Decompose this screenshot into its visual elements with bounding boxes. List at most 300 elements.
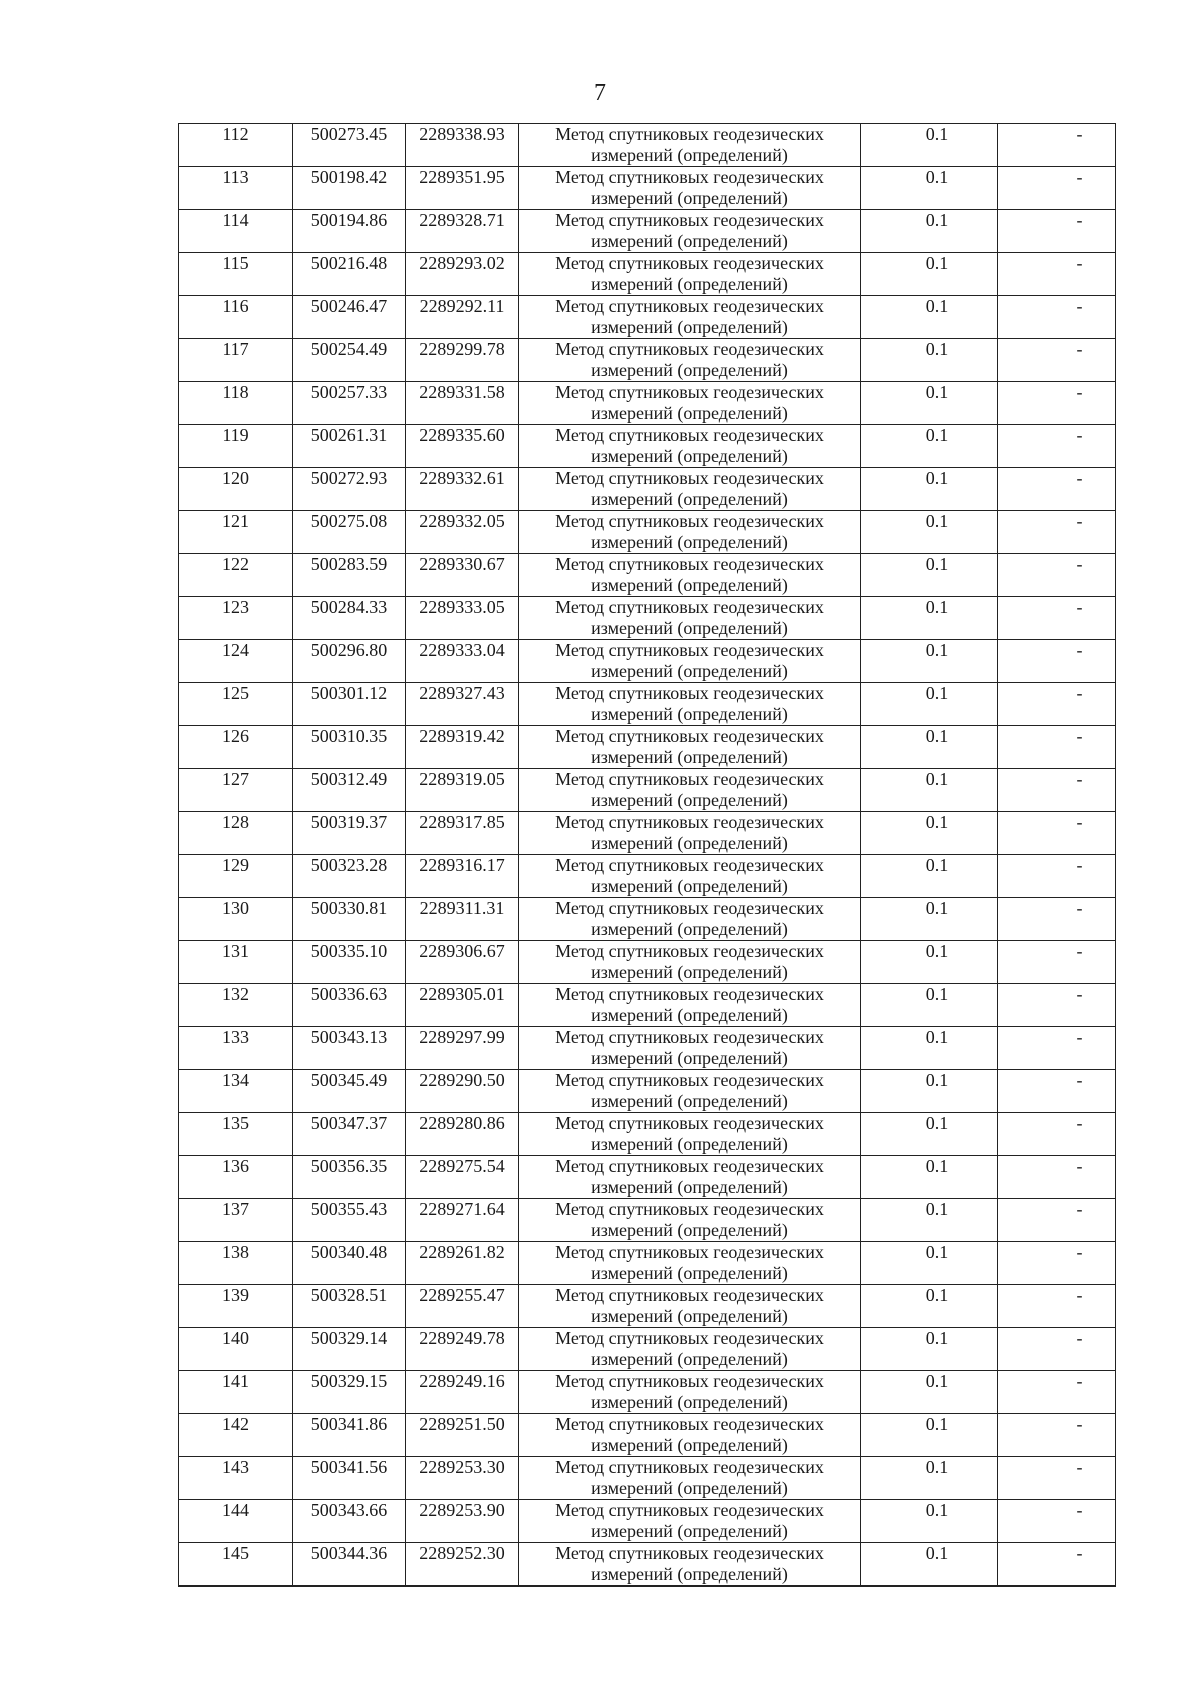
method-cell <box>519 640 861 683</box>
method-line-1: Метод спутниковых геодезических <box>555 812 824 832</box>
note-cell: - <box>998 941 1116 984</box>
method-line-2: измерений (определений) <box>591 489 788 509</box>
accuracy-cell: 0.1 <box>861 1414 998 1457</box>
accuracy-cell: 0.1 <box>861 1457 998 1500</box>
x-coordinate-cell: 500343.13 <box>293 1027 406 1070</box>
method-line-2: измерений (определений) <box>591 919 788 939</box>
method-line-2: измерений (определений) <box>591 1048 788 1068</box>
y-coordinate-cell: 2289331.58 <box>406 382 519 425</box>
x-coordinate-cell: 500283.59 <box>293 554 406 597</box>
accuracy-cell: 0.1 <box>861 1285 998 1328</box>
x-coordinate-cell: 500343.66 <box>293 1500 406 1543</box>
note-cell: - <box>998 1500 1116 1543</box>
method-line-1: Метод спутниковых геодезических <box>555 769 824 789</box>
method-line-2: измерений (определений) <box>591 704 788 724</box>
x-coordinate-cell: 500345.49 <box>293 1070 406 1113</box>
point-number-cell: 143 <box>179 1457 293 1500</box>
table-row <box>179 1328 1116 1371</box>
method-line-2: измерений (определений) <box>591 1263 788 1283</box>
method-cell <box>519 296 861 339</box>
point-number-cell: 139 <box>179 1285 293 1328</box>
x-coordinate-cell: 500336.63 <box>293 984 406 1027</box>
point-number-cell: 120 <box>179 468 293 511</box>
y-coordinate-cell: 2289280.86 <box>406 1113 519 1156</box>
method-line-1: Метод спутниковых геодезических <box>555 726 824 746</box>
table-row <box>179 1027 1116 1070</box>
point-number-cell: 137 <box>179 1199 293 1242</box>
point-number-cell: 131 <box>179 941 293 984</box>
method-line-1: Метод спутниковых геодезических <box>555 941 824 961</box>
note-cell: - <box>998 1027 1116 1070</box>
method-cell <box>519 339 861 382</box>
y-coordinate-cell: 2289316.17 <box>406 855 519 898</box>
accuracy-cell: 0.1 <box>861 339 998 382</box>
note-cell: - <box>998 1414 1116 1457</box>
y-coordinate-cell: 2289327.43 <box>406 683 519 726</box>
x-coordinate-cell: 500257.33 <box>293 382 406 425</box>
accuracy-cell: 0.1 <box>861 124 998 167</box>
y-coordinate-cell: 2289311.31 <box>406 898 519 941</box>
method-cell <box>519 1457 861 1500</box>
note-cell: - <box>998 1242 1116 1285</box>
note-cell: - <box>998 210 1116 253</box>
accuracy-cell: 0.1 <box>861 1371 998 1414</box>
accuracy-cell: 0.1 <box>861 769 998 812</box>
method-line-1: Метод спутниковых геодезических <box>555 1242 824 1262</box>
note-cell: - <box>998 769 1116 812</box>
note-cell: - <box>998 855 1116 898</box>
y-coordinate-cell: 2289252.30 <box>406 1543 519 1587</box>
point-number-cell: 117 <box>179 339 293 382</box>
point-number-cell: 138 <box>179 1242 293 1285</box>
note-cell: - <box>998 425 1116 468</box>
method-cell <box>519 1242 861 1285</box>
note-cell: - <box>998 640 1116 683</box>
method-line-2: измерений (определений) <box>591 145 788 165</box>
method-line-1: Метод спутниковых геодезических <box>555 1027 824 1047</box>
method-line-2: измерений (определений) <box>591 360 788 380</box>
method-line-1: Метод спутниковых геодезических <box>555 124 824 144</box>
table-row <box>179 253 1116 296</box>
method-line-2: измерений (определений) <box>591 1220 788 1240</box>
y-coordinate-cell: 2289253.30 <box>406 1457 519 1500</box>
y-coordinate-cell: 2289253.90 <box>406 1500 519 1543</box>
y-coordinate-cell: 2289333.04 <box>406 640 519 683</box>
note-cell: - <box>998 468 1116 511</box>
note-cell: - <box>998 167 1116 210</box>
accuracy-cell: 0.1 <box>861 1500 998 1543</box>
accuracy-cell: 0.1 <box>861 726 998 769</box>
note-cell: - <box>998 124 1116 167</box>
point-number-cell: 142 <box>179 1414 293 1457</box>
accuracy-cell: 0.1 <box>861 1113 998 1156</box>
method-cell <box>519 984 861 1027</box>
method-line-1: Метод спутниковых геодезических <box>555 167 824 187</box>
table-row <box>179 1199 1116 1242</box>
point-number-cell: 130 <box>179 898 293 941</box>
accuracy-cell: 0.1 <box>861 511 998 554</box>
accuracy-cell: 0.1 <box>861 597 998 640</box>
accuracy-cell: 0.1 <box>861 1543 998 1587</box>
y-coordinate-cell: 2289332.05 <box>406 511 519 554</box>
table-row <box>179 597 1116 640</box>
method-line-1: Метод спутниковых геодезических <box>555 468 824 488</box>
method-cell <box>519 1543 861 1587</box>
method-cell <box>519 1414 861 1457</box>
accuracy-cell: 0.1 <box>861 167 998 210</box>
table-row <box>179 898 1116 941</box>
method-cell <box>519 1500 861 1543</box>
y-coordinate-cell: 2289317.85 <box>406 812 519 855</box>
x-coordinate-cell: 500344.36 <box>293 1543 406 1587</box>
method-line-1: Метод спутниковых геодезических <box>555 554 824 574</box>
accuracy-cell: 0.1 <box>861 855 998 898</box>
method-line-2: измерений (определений) <box>591 1392 788 1412</box>
point-number-cell: 140 <box>179 1328 293 1371</box>
y-coordinate-cell: 2289328.71 <box>406 210 519 253</box>
table-row <box>179 1500 1116 1543</box>
method-line-2: измерений (определений) <box>591 618 788 638</box>
note-cell: - <box>998 898 1116 941</box>
method-line-2: измерений (определений) <box>591 1306 788 1326</box>
x-coordinate-cell: 500341.56 <box>293 1457 406 1500</box>
method-line-1: Метод спутниковых геодезических <box>555 1500 824 1520</box>
table-row <box>179 726 1116 769</box>
method-line-1: Метод спутниковых геодезических <box>555 1543 824 1563</box>
method-cell <box>519 683 861 726</box>
x-coordinate-cell: 500198.42 <box>293 167 406 210</box>
y-coordinate-cell: 2289271.64 <box>406 1199 519 1242</box>
note-cell: - <box>998 1285 1116 1328</box>
method-line-2: измерений (определений) <box>591 1478 788 1498</box>
note-cell: - <box>998 1457 1116 1500</box>
method-cell <box>519 1199 861 1242</box>
note-cell: - <box>998 511 1116 554</box>
table-row <box>179 941 1116 984</box>
y-coordinate-cell: 2289332.61 <box>406 468 519 511</box>
accuracy-cell: 0.1 <box>861 1156 998 1199</box>
x-coordinate-cell: 500284.33 <box>293 597 406 640</box>
method-cell <box>519 167 861 210</box>
coordinates-table <box>178 123 1116 1587</box>
method-cell <box>519 898 861 941</box>
method-cell <box>519 812 861 855</box>
accuracy-cell: 0.1 <box>861 1199 998 1242</box>
x-coordinate-cell: 500312.49 <box>293 769 406 812</box>
x-coordinate-cell: 500275.08 <box>293 511 406 554</box>
accuracy-cell: 0.1 <box>861 683 998 726</box>
method-line-1: Метод спутниковых геодезических <box>555 1457 824 1477</box>
method-line-2: измерений (определений) <box>591 962 788 982</box>
note-cell: - <box>998 597 1116 640</box>
table-row <box>179 1113 1116 1156</box>
method-line-1: Метод спутниковых геодезических <box>555 1328 824 1348</box>
table-row <box>179 1543 1116 1587</box>
method-line-2: измерений (определений) <box>591 876 788 896</box>
method-line-1: Метод спутниковых геодезических <box>555 640 824 660</box>
method-line-2: измерений (определений) <box>591 403 788 423</box>
point-number-cell: 134 <box>179 1070 293 1113</box>
method-line-1: Метод спутниковых геодезических <box>555 1371 824 1391</box>
method-line-1: Метод спутниковых геодезических <box>555 296 824 316</box>
accuracy-cell: 0.1 <box>861 253 998 296</box>
method-cell <box>519 124 861 167</box>
table-row <box>179 769 1116 812</box>
x-coordinate-cell: 500273.45 <box>293 124 406 167</box>
point-number-cell: 125 <box>179 683 293 726</box>
method-cell <box>519 769 861 812</box>
table-row <box>179 511 1116 554</box>
x-coordinate-cell: 500341.86 <box>293 1414 406 1457</box>
note-cell: - <box>998 382 1116 425</box>
point-number-cell: 136 <box>179 1156 293 1199</box>
point-number-cell: 115 <box>179 253 293 296</box>
point-number-cell: 135 <box>179 1113 293 1156</box>
x-coordinate-cell: 500254.49 <box>293 339 406 382</box>
method-line-1: Метод спутниковых геодезических <box>555 1070 824 1090</box>
table-row <box>179 1242 1116 1285</box>
method-cell <box>519 1027 861 1070</box>
accuracy-cell: 0.1 <box>861 554 998 597</box>
note-cell: - <box>998 296 1116 339</box>
method-line-2: измерений (определений) <box>591 1005 788 1025</box>
y-coordinate-cell: 2289292.11 <box>406 296 519 339</box>
point-number-cell: 122 <box>179 554 293 597</box>
point-number-cell: 123 <box>179 597 293 640</box>
point-number-cell: 116 <box>179 296 293 339</box>
y-coordinate-cell: 2289255.47 <box>406 1285 519 1328</box>
point-number-cell: 145 <box>179 1543 293 1587</box>
y-coordinate-cell: 2289275.54 <box>406 1156 519 1199</box>
method-line-2: измерений (определений) <box>591 274 788 294</box>
method-line-1: Метод спутниковых геодезических <box>555 597 824 617</box>
table-row <box>179 382 1116 425</box>
method-line-2: измерений (определений) <box>591 1177 788 1197</box>
table-row <box>179 1414 1116 1457</box>
method-line-1: Метод спутниковых геодезических <box>555 1113 824 1133</box>
page-number: 7 <box>594 80 606 106</box>
method-line-2: измерений (определений) <box>591 1435 788 1455</box>
y-coordinate-cell: 2289306.67 <box>406 941 519 984</box>
method-line-2: измерений (определений) <box>591 833 788 853</box>
table-row <box>179 425 1116 468</box>
point-number-cell: 112 <box>179 124 293 167</box>
coordinates-table-body <box>179 124 1116 1587</box>
x-coordinate-cell: 500261.31 <box>293 425 406 468</box>
y-coordinate-cell: 2289290.50 <box>406 1070 519 1113</box>
note-cell: - <box>998 253 1116 296</box>
point-number-cell: 124 <box>179 640 293 683</box>
x-coordinate-cell: 500194.86 <box>293 210 406 253</box>
method-line-2: измерений (определений) <box>591 1349 788 1369</box>
method-line-1: Метод спутниковых геодезических <box>555 984 824 1004</box>
table-row <box>179 468 1116 511</box>
accuracy-cell: 0.1 <box>861 382 998 425</box>
table-row <box>179 855 1116 898</box>
accuracy-cell: 0.1 <box>861 984 998 1027</box>
point-number-cell: 129 <box>179 855 293 898</box>
table-row <box>179 812 1116 855</box>
y-coordinate-cell: 2289249.16 <box>406 1371 519 1414</box>
y-coordinate-cell: 2289319.42 <box>406 726 519 769</box>
method-line-1: Метод спутниковых геодезических <box>555 898 824 918</box>
y-coordinate-cell: 2289261.82 <box>406 1242 519 1285</box>
table-row <box>179 554 1116 597</box>
note-cell: - <box>998 1156 1116 1199</box>
table-row <box>179 296 1116 339</box>
x-coordinate-cell: 500329.15 <box>293 1371 406 1414</box>
point-number-cell: 126 <box>179 726 293 769</box>
x-coordinate-cell: 500301.12 <box>293 683 406 726</box>
table-row <box>179 339 1116 382</box>
point-number-cell: 128 <box>179 812 293 855</box>
point-number-cell: 118 <box>179 382 293 425</box>
method-line-2: измерений (определений) <box>591 1564 788 1584</box>
x-coordinate-cell: 500319.37 <box>293 812 406 855</box>
method-cell <box>519 382 861 425</box>
method-cell <box>519 210 861 253</box>
accuracy-cell: 0.1 <box>861 812 998 855</box>
x-coordinate-cell: 500347.37 <box>293 1113 406 1156</box>
table-row <box>179 1457 1116 1500</box>
accuracy-cell: 0.1 <box>861 468 998 511</box>
accuracy-cell: 0.1 <box>861 941 998 984</box>
y-coordinate-cell: 2289251.50 <box>406 1414 519 1457</box>
y-coordinate-cell: 2289305.01 <box>406 984 519 1027</box>
y-coordinate-cell: 2289330.67 <box>406 554 519 597</box>
method-line-1: Метод спутниковых геодезических <box>555 1199 824 1219</box>
method-line-1: Метод спутниковых геодезических <box>555 253 824 273</box>
method-cell <box>519 1070 861 1113</box>
accuracy-cell: 0.1 <box>861 425 998 468</box>
x-coordinate-cell: 500356.35 <box>293 1156 406 1199</box>
point-number-cell: 127 <box>179 769 293 812</box>
y-coordinate-cell: 2289338.93 <box>406 124 519 167</box>
y-coordinate-cell: 2289299.78 <box>406 339 519 382</box>
method-line-1: Метод спутниковых геодезических <box>555 1156 824 1176</box>
note-cell: - <box>998 683 1116 726</box>
point-number-cell: 133 <box>179 1027 293 1070</box>
x-coordinate-cell: 500272.93 <box>293 468 406 511</box>
method-cell <box>519 726 861 769</box>
method-cell <box>519 855 861 898</box>
method-line-2: измерений (определений) <box>591 790 788 810</box>
method-line-2: измерений (определений) <box>591 575 788 595</box>
table-row <box>179 124 1116 167</box>
x-coordinate-cell: 500216.48 <box>293 253 406 296</box>
note-cell: - <box>998 1199 1116 1242</box>
table-row <box>179 1156 1116 1199</box>
accuracy-cell: 0.1 <box>861 1328 998 1371</box>
table-row <box>179 640 1116 683</box>
accuracy-cell: 0.1 <box>861 640 998 683</box>
note-cell: - <box>998 984 1116 1027</box>
method-line-2: измерений (определений) <box>591 1521 788 1541</box>
point-number-cell: 132 <box>179 984 293 1027</box>
method-line-2: измерений (определений) <box>591 317 788 337</box>
accuracy-cell: 0.1 <box>861 1242 998 1285</box>
note-cell: - <box>998 1113 1116 1156</box>
x-coordinate-cell: 500246.47 <box>293 296 406 339</box>
point-number-cell: 119 <box>179 425 293 468</box>
method-cell <box>519 253 861 296</box>
x-coordinate-cell: 500335.10 <box>293 941 406 984</box>
table-row <box>179 1371 1116 1414</box>
method-line-2: измерений (определений) <box>591 1134 788 1154</box>
method-cell <box>519 425 861 468</box>
table-row <box>179 210 1116 253</box>
accuracy-cell: 0.1 <box>861 210 998 253</box>
method-line-2: измерений (определений) <box>591 747 788 767</box>
table-row <box>179 1070 1116 1113</box>
table-row <box>179 1285 1116 1328</box>
x-coordinate-cell: 500355.43 <box>293 1199 406 1242</box>
x-coordinate-cell: 500330.81 <box>293 898 406 941</box>
y-coordinate-cell: 2289333.05 <box>406 597 519 640</box>
note-cell: - <box>998 1543 1116 1587</box>
method-line-1: Метод спутниковых геодезических <box>555 1414 824 1434</box>
note-cell: - <box>998 1328 1116 1371</box>
method-line-1: Метод спутниковых геодезических <box>555 425 824 445</box>
table-row <box>179 167 1116 210</box>
method-line-2: измерений (определений) <box>591 532 788 552</box>
note-cell: - <box>998 726 1116 769</box>
y-coordinate-cell: 2289297.99 <box>406 1027 519 1070</box>
accuracy-cell: 0.1 <box>861 1027 998 1070</box>
accuracy-cell: 0.1 <box>861 898 998 941</box>
note-cell: - <box>998 1371 1116 1414</box>
method-cell <box>519 468 861 511</box>
point-number-cell: 113 <box>179 167 293 210</box>
x-coordinate-cell: 500329.14 <box>293 1328 406 1371</box>
point-number-cell: 121 <box>179 511 293 554</box>
y-coordinate-cell: 2289293.02 <box>406 253 519 296</box>
x-coordinate-cell: 500340.48 <box>293 1242 406 1285</box>
method-line-2: измерений (определений) <box>591 1091 788 1111</box>
method-line-1: Метод спутниковых геодезических <box>555 511 824 531</box>
method-line-2: измерений (определений) <box>591 661 788 681</box>
method-cell <box>519 941 861 984</box>
point-number-cell: 144 <box>179 1500 293 1543</box>
accuracy-cell: 0.1 <box>861 1070 998 1113</box>
note-cell: - <box>998 554 1116 597</box>
note-cell: - <box>998 339 1116 382</box>
y-coordinate-cell: 2289319.05 <box>406 769 519 812</box>
method-line-1: Метод спутниковых геодезических <box>555 382 824 402</box>
method-line-1: Метод спутниковых геодезических <box>555 210 824 230</box>
table-row <box>179 984 1116 1027</box>
x-coordinate-cell: 500296.80 <box>293 640 406 683</box>
method-cell <box>519 511 861 554</box>
y-coordinate-cell: 2289335.60 <box>406 425 519 468</box>
method-cell <box>519 1371 861 1414</box>
point-number-cell: 114 <box>179 210 293 253</box>
accuracy-cell: 0.1 <box>861 296 998 339</box>
note-cell: - <box>998 1070 1116 1113</box>
y-coordinate-cell: 2289351.95 <box>406 167 519 210</box>
y-coordinate-cell: 2289249.78 <box>406 1328 519 1371</box>
method-cell <box>519 1156 861 1199</box>
method-cell <box>519 1328 861 1371</box>
method-line-2: измерений (определений) <box>591 188 788 208</box>
method-cell <box>519 597 861 640</box>
method-line-1: Метод спутниковых геодезических <box>555 683 824 703</box>
method-cell <box>519 1285 861 1328</box>
method-line-2: измерений (определений) <box>591 231 788 251</box>
method-cell <box>519 1113 861 1156</box>
method-line-1: Метод спутниковых геодезических <box>555 855 824 875</box>
method-line-1: Метод спутниковых геодезических <box>555 1285 824 1305</box>
